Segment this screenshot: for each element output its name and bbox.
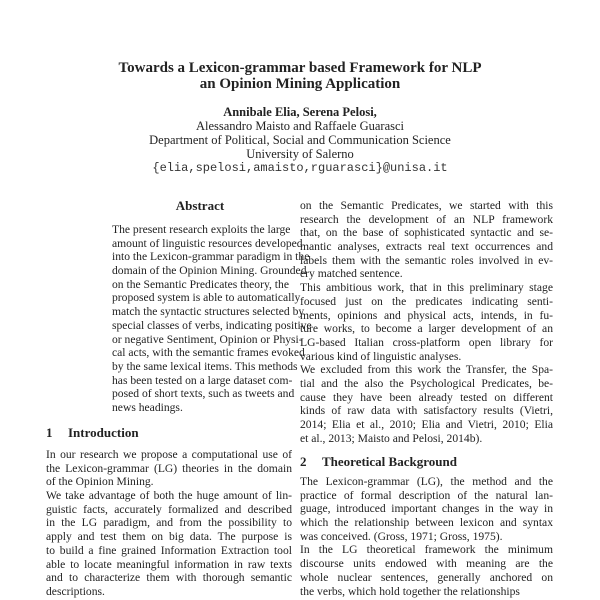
- text-line: domain of the Opinion Mining. Grounded: [112, 264, 307, 278]
- email: {elia,spelosi,amaisto,rguarasci}@unisa.it: [152, 161, 448, 175]
- intro-heading: [46, 426, 139, 440]
- section-title: Introduction: [68, 425, 139, 440]
- text-line: apply and test them on big data. The purpose is: [46, 530, 292, 544]
- text-line: cal acts, with the semantic frames evoked: [112, 346, 305, 360]
- text-line: guage, introduced important changes in the way in: [300, 502, 553, 516]
- text-line: et al., 2013; Maisto and Pelosi, 2014b).: [300, 431, 483, 445]
- text-line: which the relationship between lexicon and syntax: [300, 516, 553, 530]
- authors: Alessandro Maisto and Raffaele Guarasci: [195, 119, 405, 133]
- text-line: In the LG theoretical framework the minimum: [300, 543, 553, 557]
- text-line: on the Semantic Predicates, we started with this: [300, 199, 553, 212]
- text-line: special classes of verbs, indicating positive: [112, 318, 312, 332]
- text-line: has been tested on a large dataset com-: [112, 373, 293, 387]
- text-line: various kind of linguistic analyses.: [300, 349, 462, 363]
- text-line: practice of formal description of the natural lan-: [300, 488, 553, 502]
- text-line: whole nuclear sentences, generally anchored on: [300, 570, 553, 584]
- text-line: The Lexicon-grammar (LG), the method and the: [300, 475, 553, 488]
- text-line: We excluded from this work the Transfer, the Spa-: [300, 363, 553, 377]
- paper-title: [0, 60, 600, 92]
- text-line: We take advantage of both the huge amount of lin-: [46, 489, 292, 503]
- text-line: proposed system is able to automatically: [112, 291, 301, 305]
- text-line: or negative Sentiment, Opinion or Physi-: [112, 332, 303, 346]
- text-line: to build a fine grained Information Extraction tool: [46, 543, 292, 557]
- text-line: that, on the base of sophisticated syntactic and se-: [300, 226, 553, 240]
- section-title: Theoretical Background: [322, 454, 457, 469]
- text-line: was conceived. (Gross, 1971; Gross, 1975).: [300, 529, 503, 543]
- text-line: and to characterize them with thorough semantic: [46, 571, 292, 585]
- authors-bold: Annibale Elia, Serena Pelosi,: [223, 105, 377, 119]
- background-body: [300, 475, 553, 598]
- text-line: of the Opinion Mining.: [46, 475, 154, 489]
- text-line: discourse units endowed with meaning are the: [300, 557, 553, 571]
- section-number: 2: [300, 454, 307, 469]
- text-line: guistic facts, accurately formalized and described: [46, 502, 292, 516]
- text-line: descriptions.: [46, 584, 105, 598]
- text-line: the verbs, which hold together the relationships: [300, 584, 520, 598]
- background-heading: [300, 455, 457, 469]
- text-line: posed of short texts, such as tweets and: [112, 387, 295, 401]
- text-line: ture works, to become a larger development of an: [300, 322, 553, 336]
- abstract-heading: Abstract: [175, 198, 225, 213]
- text-line: tial and the also the Psychological Predicates, be-: [300, 376, 553, 390]
- text-line: match the syntactic structures selected by: [112, 305, 305, 319]
- abstract-body: [112, 223, 312, 415]
- text-line: kinds of raw data with satisfactory results (Vietri,: [300, 404, 553, 418]
- title-line: Towards a Lexicon-grammar based Framework for NLP: [118, 60, 482, 76]
- text-line: 2014; Elia et al., 2010; Elia and Vietri, 2010; Elia: [300, 418, 553, 431]
- text-line: news headings.: [112, 400, 183, 414]
- author-block: [0, 105, 600, 175]
- intro-body: [46, 448, 292, 599]
- text-line: ments, opinions and physical acts, intends, in fu-: [300, 308, 553, 322]
- text-line: focused just on the predicates indicating senti-: [300, 294, 553, 308]
- text-line: This ambitious work, that in this preliminary stage: [300, 281, 553, 295]
- text-line: on the Semantic Predicates theory, the: [112, 277, 289, 291]
- right-column-intro: [300, 199, 553, 445]
- text-line: amount of linguistic resources developed: [112, 236, 303, 250]
- text-line: cause they have been already tested on different: [300, 390, 553, 404]
- text-line: into the Lexicon-grammar paradigm in the: [112, 250, 310, 264]
- university: University of Salerno: [246, 147, 354, 161]
- text-line: in the LG paradigm, and from the possibility to: [46, 516, 292, 530]
- text-line: by the same lexical items. This methods: [112, 359, 298, 373]
- text-line: ery matched sentence.: [300, 267, 403, 281]
- text-line: mantic analyses, extracts real text occurrences and: [300, 240, 553, 254]
- title-line: an Opinion Mining Application: [199, 76, 401, 92]
- text-line: LG-based Italian cross-platform open library for: [300, 335, 553, 349]
- text-line: research the development of an NLP framework: [300, 212, 553, 226]
- text-line: The present research exploits the large: [112, 223, 291, 236]
- text-line: labels them with the semantic roles involved in ev-: [300, 253, 553, 267]
- section-number: 1: [46, 425, 53, 440]
- department: Department of Political, Social and Communication Science: [149, 133, 451, 147]
- text-line: the Lexicon-grammar (LG) theories in the domain: [46, 461, 292, 475]
- text-line: able to locate meaningful information in raw texts: [46, 557, 292, 571]
- text-line: In our research we propose a computational use of: [46, 448, 292, 461]
